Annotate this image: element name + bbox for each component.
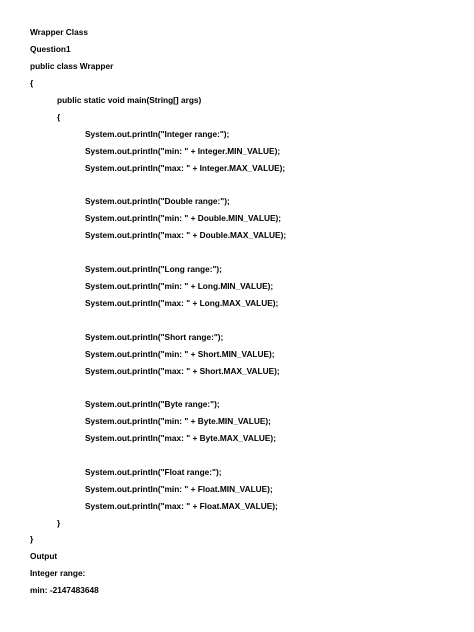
main-close-brace: } <box>57 518 61 528</box>
code-line: System.out.println("min: " + Short.MIN_VALUE); <box>85 349 275 359</box>
class-open-brace: { <box>30 78 34 88</box>
code-line: System.out.println("max: " + Double.MAX_VALUE); <box>85 230 287 240</box>
output-line: min: -2147483648 <box>30 585 99 595</box>
main-open-brace: { <box>57 112 61 122</box>
output-heading: Output <box>30 551 58 561</box>
question-label: Question1 <box>30 44 71 54</box>
class-declaration: public class Wrapper <box>30 61 114 71</box>
main-method-declaration: public static void main(String[] args) <box>57 95 202 105</box>
code-line: System.out.println("max: " + Long.MAX_VALUE); <box>85 298 279 308</box>
code-line: System.out.println("min: " + Byte.MIN_VALUE); <box>85 416 271 426</box>
code-line: System.out.println("Float range:"); <box>85 467 222 477</box>
code-line: System.out.println("Long range:"); <box>85 264 222 274</box>
code-line: System.out.println("Short range:"); <box>85 332 224 342</box>
document-heading: Wrapper Class <box>30 27 88 37</box>
output-line: Integer range: <box>30 568 86 578</box>
code-line: System.out.println("min: " + Long.MIN_VALUE); <box>85 281 274 291</box>
code-line: System.out.println("Integer range:"); <box>85 129 230 139</box>
code-line: System.out.println("min: " + Float.MIN_VALUE); <box>85 484 273 494</box>
code-line: System.out.println("Byte range:"); <box>85 399 220 409</box>
code-line: System.out.println("max: " + Byte.MAX_VALUE); <box>85 433 276 443</box>
code-line: System.out.println("max: " + Float.MAX_VALUE); <box>85 501 278 511</box>
class-close-brace: } <box>30 534 34 544</box>
code-line: System.out.println("max: " + Integer.MAX_VALUE); <box>85 163 286 173</box>
code-line: System.out.println("min: " + Double.MIN_VALUE); <box>85 213 282 223</box>
code-line: System.out.println("Double range:"); <box>85 196 230 206</box>
code-line: System.out.println("min: " + Integer.MIN_VALUE); <box>85 146 281 156</box>
code-line: System.out.println("max: " + Short.MAX_VALUE); <box>85 366 280 376</box>
